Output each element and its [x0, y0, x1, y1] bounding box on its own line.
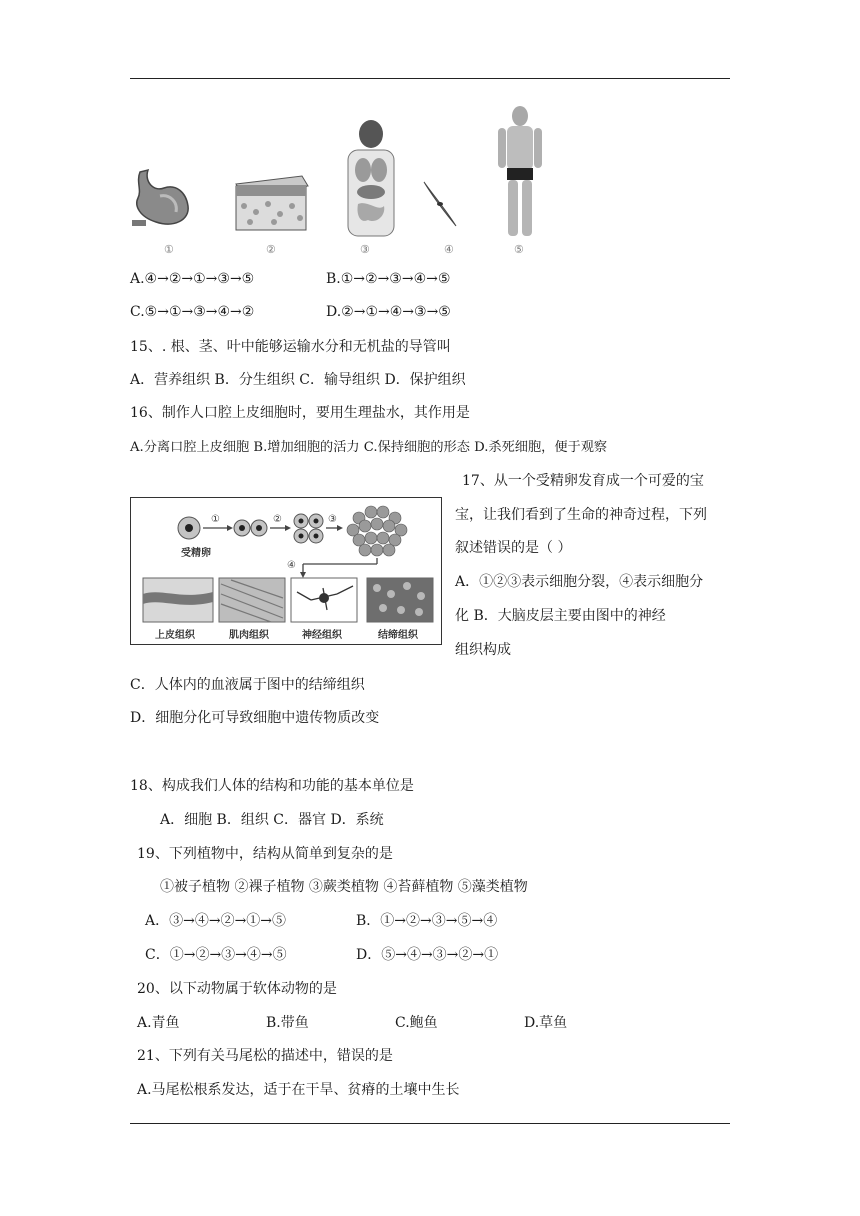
step-label-2: ②: [273, 514, 282, 525]
figure-label-2: ②: [266, 243, 276, 256]
q19-stem: 19、下列植物中，结构从简单到复杂的是: [137, 846, 393, 862]
footer-rule: [130, 1123, 730, 1124]
q19-option-a: A．③→④→②→①→⑤: [145, 913, 287, 929]
q21-option-a: A.马尾松根系发达，适于在干旱、贫瘠的土壤中生长: [137, 1082, 460, 1098]
muscle-cell-image: [420, 178, 460, 230]
connective-tissue-label: 结缔组织: [378, 630, 418, 641]
muscle-tissue-label: 肌肉组织: [229, 630, 269, 641]
q17-stem-line-1: 17、从一个受精卵发育成一个可爱的宝: [462, 473, 704, 489]
q17-option-c: C．人体内的血液属于图中的结缔组织: [130, 677, 365, 693]
tissue-block-image: [230, 172, 312, 238]
q14-option-b: B.①→②→③→④→⑤: [326, 271, 451, 287]
q20-option-d: D.草鱼: [524, 1015, 568, 1031]
q14-option-a: A.④→②→①→③→⑤: [130, 271, 255, 287]
stomach-image: [130, 162, 210, 232]
figure-label-1: ①: [164, 243, 174, 256]
human-body-image: [490, 104, 550, 240]
q16-options: A.分离口腔上皮细胞 B.增加细胞的活力 C.保持细胞的形态 D.杀死细胞，便于观察: [130, 440, 608, 455]
q19-option-b: B．①→②→③→⑤→④: [356, 913, 498, 929]
q17-stem-line-2: 宝，让我们看到了生命的神奇过程，下列: [455, 507, 707, 523]
human-organs-image: [338, 120, 404, 240]
q19-option-c: C．①→②→③→④→⑤: [145, 947, 287, 963]
q17-option-ab-line-2: 化 B．大脑皮层主要由图中的神经: [455, 608, 666, 624]
q15-stem: 15、. 根、茎、叶中能够运输水分和无机盐的导管叫: [130, 339, 451, 355]
q16-stem: 16、制作人口腔上皮细胞时，要用生理盐水，其作用是: [130, 405, 470, 421]
q14-option-c: C.⑤→①→③→④→②: [130, 304, 255, 320]
step-label-1: ①: [211, 514, 220, 525]
q19-option-d: D．⑤→④→③→②→①: [356, 947, 499, 963]
step-label-3: ③: [328, 514, 337, 525]
step-label-4: ④: [287, 560, 296, 571]
q14-option-d: D.②→①→④→③→⑤: [326, 304, 451, 320]
q17-option-a-line-1: A．①②③表示细胞分裂，④表示细胞分: [455, 574, 704, 590]
figure-label-5: ⑤: [514, 243, 524, 256]
q21-stem: 21、下列有关马尾松的描述中，错误的是: [137, 1048, 393, 1064]
q20-option-c: C.鲍鱼: [395, 1015, 438, 1031]
q20-stem: 20、以下动物属于软体动物的是: [137, 981, 337, 997]
q17-stem-line-3: 叙述错误的是（ ）: [455, 540, 572, 556]
cell-division-svg: [131, 498, 441, 644]
q18-options: A．细胞 B．组织 C．器官 D．系统: [160, 812, 384, 828]
cell-development-diagram: [130, 497, 442, 645]
nerve-tissue-label: 神经组织: [302, 630, 342, 641]
q17-option-b-line-3: 组织构成: [455, 642, 511, 658]
organ-figure-row: [130, 100, 550, 260]
figure-label-3: ③: [360, 243, 370, 256]
q17-option-d: D．细胞分化可导致细胞中遗传物质改变: [130, 710, 380, 726]
q20-option-a: A.青鱼: [137, 1015, 180, 1031]
fertilized-egg-label: 受精卵: [181, 548, 211, 559]
figure-label-4: ④: [444, 243, 454, 256]
q18-stem: 18、构成我们人体的结构和功能的基本单位是: [130, 778, 414, 794]
q20-option-b: B.带鱼: [266, 1015, 309, 1031]
header-rule: [130, 78, 730, 79]
q19-items: ①被子植物 ②裸子植物 ③蕨类植物 ④苔藓植物 ⑤藻类植物: [160, 879, 528, 895]
epithelial-tissue-label: 上皮组织: [155, 630, 195, 641]
q15-options: A．营养组织 B．分生组织 C．输导组织 D．保护组织: [130, 372, 466, 388]
